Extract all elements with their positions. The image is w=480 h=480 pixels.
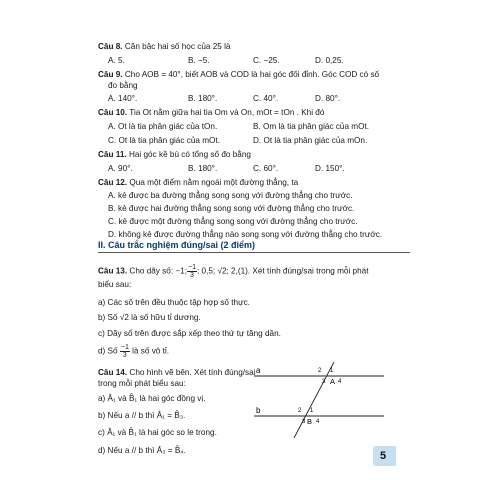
angle-label: 3 [302,419,306,425]
question-12 [98,178,298,188]
section-divider [98,252,410,253]
option-b: B. Om là tia phân giác của mOt. [253,122,370,131]
option-b: B. 180°. [188,164,218,173]
question-text: Qua một điểm nằm ngoài một đường thẳng, ta [127,178,299,187]
statement-d: d) Nếu a // b thì Â₃ = B̂₄. [98,446,186,455]
question-label: Câu 10. [98,108,128,117]
option-d: D. 80°. [315,94,341,103]
question-13-cont: biểu sau: [98,280,132,289]
question-label: Câu 8. [98,42,123,51]
option-d: D. không kẻ được đường thẳng nào song song với đường thẳng cho trước. [108,230,383,239]
option-a: A. 90°. [108,164,133,173]
question-9-cont: đo bằng [108,81,138,90]
section-title: II. Câu trắc nghiệm đúng/sai (2 điểm) [98,240,256,250]
option-c: C. Ot là tia phân giác của mOt. [108,136,220,145]
statement-a: a) Â₁ và B̂₁ là hai góc đồng vị. [98,394,206,403]
option-c: C. 40°. [253,94,279,103]
question-label: Câu 12. [98,178,128,187]
transversal [294,362,334,438]
question-10 [98,108,324,118]
label-a: a [256,366,261,375]
question-label: Câu 13. [98,266,128,276]
fraction: $\frac{-1}{3}$ [187,264,196,279]
angle-label: 1 [310,408,314,414]
angle-label: 4 [316,419,320,425]
question-13 [98,264,369,279]
option-d: D. 150°. [315,164,345,173]
angle-label: 2 [298,408,302,414]
angle-label: 1 [330,368,334,374]
option-d: D. 0,25. [315,56,344,65]
option-a: A. Ot là tia phân giác của tOn. [108,122,218,131]
question-14 [98,368,256,378]
angle-label: 2 [318,368,322,374]
question-text: Tia Ot nằm giữa hai tia Om và On, mOt = tOn . Khi đó [127,108,325,117]
parallel-lines-diagram [250,360,390,440]
question-text: Cho dãy số: −1; [127,266,187,276]
option-b: B. 180°. [188,94,218,103]
statement-b: b) Nếu a // b thì Â₁ = B̂₃. [98,411,186,420]
question-label: Câu 14. [98,368,128,377]
option-a: A. 140°. [108,94,138,103]
option-a: A. kẻ được ba đường thẳng song song với đường thẳng cho trước. [108,191,353,200]
question-14-cont: trong mỗi phát biểu sau: [98,379,186,388]
point-a: A [330,377,336,386]
angle-label: 3 [322,379,326,385]
question-text: Cho hình vẽ bên. Xét tính đúng/sai [127,368,256,377]
option-d: D. Ot là tia phân giác của mOn. [253,136,368,145]
label-b: b [256,406,261,415]
statement-a: a) Các số trên đều thuộc tập hợp số thực. [98,298,250,307]
question-11 [98,150,251,160]
question-text: Căn bậc hai số học của 25 là [122,42,231,51]
question-text: Cho AOB = 40°, biết AOB và COD là hai góc đối đỉnh. Góc COD có số [122,70,380,79]
question-8 [98,42,230,52]
page-number: 5 [373,446,393,466]
statement-c: c) Â₁ và B̂₁ là hai góc so le trong. [98,428,217,437]
option-c: C. kẻ được một đường thẳng song song với đường thẳng cho trước. [108,217,358,226]
option-a: A. 5. [108,56,125,65]
option-b: B. kẻ được hai đường thẳng song song với đường thẳng cho trước. [108,204,355,213]
question-9 [98,70,379,80]
angle-label: 4 [338,379,342,385]
question-label: Câu 9. [98,70,123,79]
statement-b: b) Số √2 là số hữu tỉ dương. [98,313,201,322]
option-c: C. 60°. [253,164,279,173]
statement-c: c) Dãy số trên được sắp xếp theo thứ tự tăng dần. [98,329,281,338]
fraction: $\frac{-1}{3}$ [120,344,129,359]
option-b: B. −5. [188,56,210,65]
option-c: C. −25. [253,56,280,65]
point-b: B [307,417,313,426]
statement-d: d) Số $\frac{-1}{3}$ là số vô tỉ. [98,344,169,359]
page-number-tab [393,446,396,466]
question-label: Câu 11. [98,150,127,159]
question-text: Hai góc kề bù có tổng số đo bằng [126,150,251,159]
question-text: ; 0,5; √2; 2,(1). Xét tính đúng/sai trong mỗi phát [196,266,369,276]
